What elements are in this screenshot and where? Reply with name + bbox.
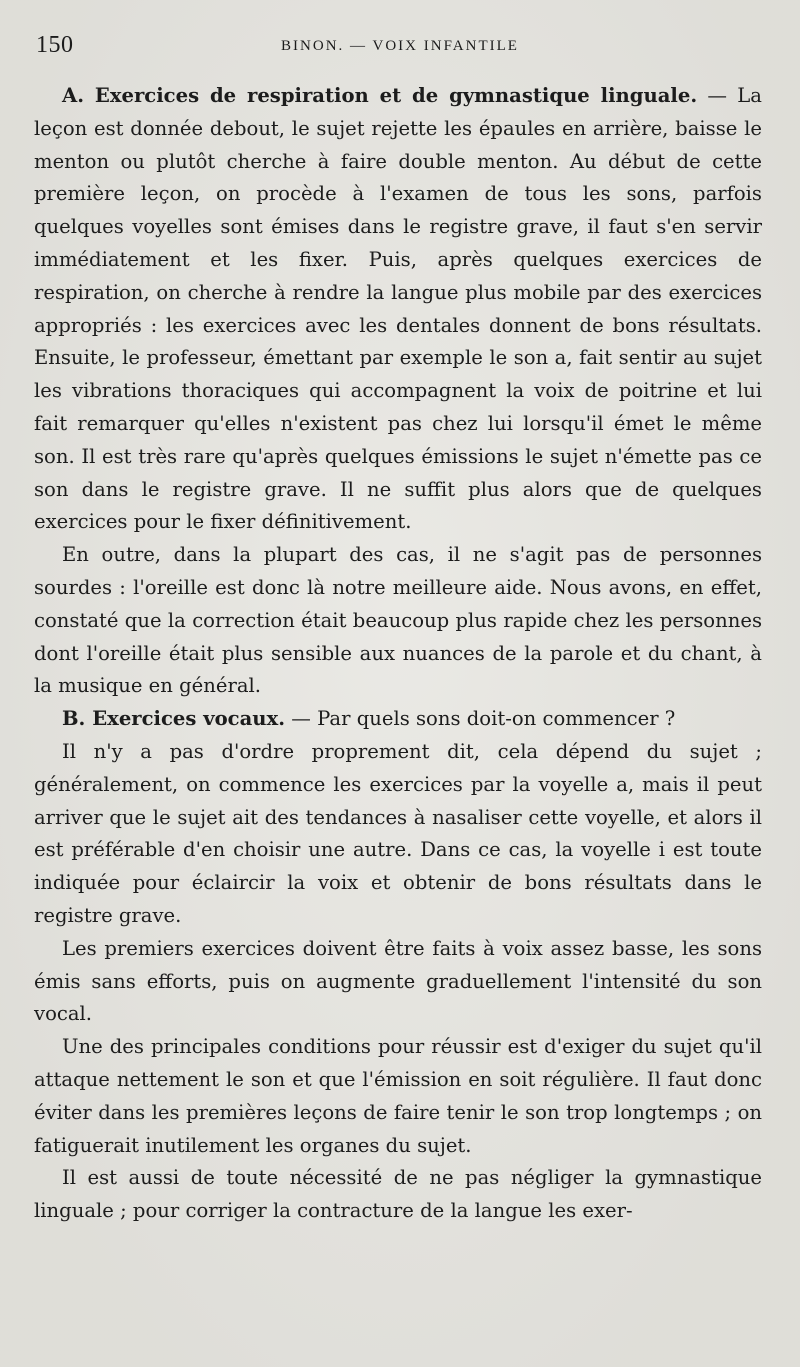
page-number: 150 xyxy=(36,32,74,58)
paragraph-2: En outre, dans la plupart des cas, il ne s'agit pas de personnes sourdes : l'oreille est donc là notre meilleure aide. Nous avons, en effet, constaté que la correction était beaucoup plus rapide chez les personnes dont l'oreille était plus sensible aux nuances de la parole et du chant, à la musique en général. xyxy=(34,543,762,698)
paragraph-6: Une des principales conditions pour réussir est d'exiger du sujet qu'il attaque nettement le son et que l'émission en soit régulière. Il faut donc éviter dans les premières leçons de faire tenir le son trop longtemps ; on fatiguerait inutilement les organes du sujet. xyxy=(34,1035,762,1157)
section-a-heading: A. Exercices de respiration et de gymnastique linguale. xyxy=(62,84,698,107)
section-a-text: — La leçon est donnée debout, le sujet rejette les épaules en arrière, baisse le menton ou plutôt cherche à faire double menton. Au début de cette première leçon, on procède à l'examen de tous les sons, parfois quelques voyelles sont émises dans le registre grave, il faut s'en servir immédiatement et les fixer. Puis, après quelques exercices de respiration, on cherche à rendre la langue plus mobile par des exercices appropriés : les exercices avec les dentales donnent de bons résultats. Ensuite, le professeur, émettant par exemple le son a, fait sentir au sujet les vibrations thoraciques qui accompagnent la voix de poitrine et lui fait remarquer qu'elles n'existent pas chez lui lorsqu'il émet le même son. Il est très rare qu'après quelques émissions le sujet n'émette pas ce son dans le registre grave. Il ne suffit plus alors que de quelques exercices pour le fixer définitivement. xyxy=(34,84,762,534)
section-b-heading: B. Exercices vocaux. xyxy=(62,707,286,731)
running-head xyxy=(36,30,764,74)
body-text xyxy=(34,80,762,1228)
paragraph-5: Les premiers exercices doivent être faits à voix assez basse, les sons émis sans efforts, puis on augmente graduellement l'intensité du son vocal. xyxy=(34,936,762,1026)
paragraph-4: Il n'y a pas d'ordre proprement dit, cela dépend du sujet ; généralement, on commence les exercices par la voyelle a, mais il peut arriver que le sujet ait des tendances à nasaliser cette voyelle, et alors il est préférable d'en choisir une autre. Dans ce cas, la voyelle i est toute indiquée pour éclaircir la voix et obtenir de bons résultats dans le registre grave. xyxy=(34,739,762,927)
running-title: BINON. — VOIX INFANTILE xyxy=(281,38,519,54)
section-b-text: — Par quels sons doit-on commencer ? xyxy=(285,707,676,731)
paragraph-section-b xyxy=(34,703,762,736)
paragraph-section-a xyxy=(34,80,762,539)
paragraph-7: Il est aussi de toute nécessité de ne pas négliger la gymnastique linguale ; pour corriger la contracture de la langue les exer- xyxy=(34,1166,762,1223)
